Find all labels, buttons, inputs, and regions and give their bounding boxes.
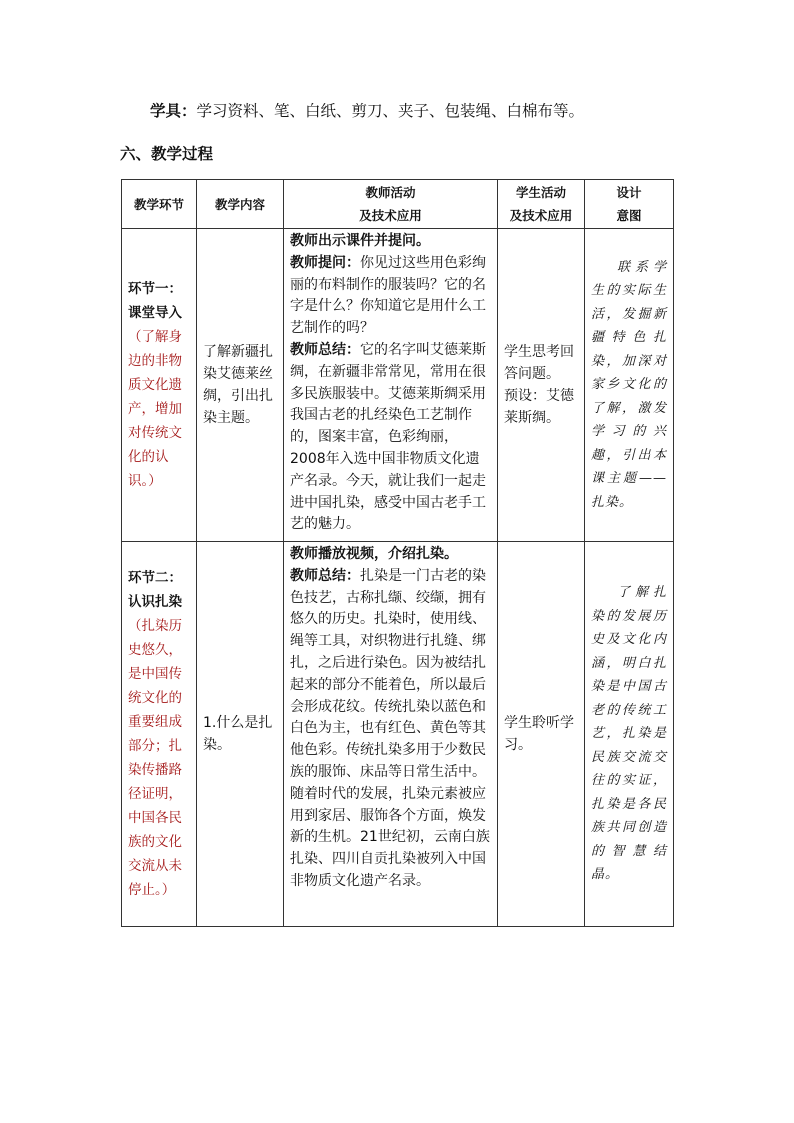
learning-tools-line: [150, 99, 584, 123]
teaching-process-table: [121, 179, 674, 927]
header-content: 教学内容: [197, 180, 284, 229]
content-cell: 1.什么是扎染。: [197, 542, 284, 927]
header-teacher-activity: 教师活动 及技术应用: [284, 180, 498, 229]
header-student-activity: 学生活动 及技术应用: [498, 180, 585, 229]
table-header-row: [122, 180, 674, 229]
student-activity-cell: [498, 229, 585, 542]
table-row: [122, 542, 674, 927]
stage-note: （扎染历史悠久，是中国传统文化的重要组成部分；扎染传播路径证明，中国各民族的文化交流从未停止。）: [128, 618, 182, 898]
learning-tools-label: 学具：: [150, 102, 197, 120]
stage-title-line: 认识扎染: [128, 594, 182, 610]
design-intent-cell: [585, 542, 674, 927]
stage-title-line: 环节一：: [128, 281, 182, 297]
content-cell: 了解新疆扎染艾德莱丝绸，引出扎染主题。: [197, 229, 284, 542]
teacher-paragraph: 教师总结：它的名字叫艾德莱斯绸，在新疆非常常见，常用在很多民族服装中。艾德莱斯绸采用我国古老的扎经染色工艺制作的，图案丰富，色彩绚丽，2008年入选中国非物质文化遗产名录。今天，就让我们一起走进中国扎染，感受中国古老手工艺的魅力。: [290, 341, 486, 533]
teacher-activity-cell: [284, 542, 498, 927]
stage-note: （了解身边的非物质文化遗产，增加对传统文化的认识。）: [128, 329, 182, 489]
learning-tools-text: 学习资料、笔、白纸、剪刀、夹子、包装绳、白棉布等。: [196, 102, 585, 120]
teacher-paragraph: 教师总结：扎染是一门古老的染色技艺，古称扎缬、绞缬，拥有悠久的历史。扎染时，使用线、绳等工具，对织物进行扎缝、绑扎，之后进行染色。因为被结扎起来的部分不能着色，所以最后会形成花纹。传统扎染以蓝色和白色为主，也有红色、黄色等其他色彩。传统扎染多用于少数民族的服饰、床品等日常生活中。随着时代的发展，扎染元素被应用到家居、服饰各个方面，焕发新的生机。21世纪初，云南白族扎染、四川自贡扎染被列入中国非物质文化遗产名录。: [290, 567, 490, 889]
student-line: 学生思考回答问题。: [504, 344, 574, 382]
teacher-paragraph: 教师播放视频，介绍扎染。: [290, 546, 458, 562]
section-heading: 六、教学过程: [120, 145, 214, 163]
stage-title-line: 课堂导入: [128, 305, 182, 321]
stage-cell: [122, 229, 197, 542]
table-row: [122, 229, 674, 542]
design-intent-cell: [585, 229, 674, 542]
design-intent-text: 联系学生的实际生活，发掘新疆特色扎染，加深对家乡文化的了解，激发学习的兴趣，引出本课主题——扎染。: [591, 259, 667, 510]
teacher-paragraph: 教师提问：你见过这些用色彩绚丽的布料制作的服装吗？它的名字是什么？你知道它是用什么工艺制作的吗？: [290, 254, 486, 337]
header-stage: 教学环节: [122, 180, 197, 229]
student-line: 预设：艾德莱斯绸。: [504, 388, 574, 426]
student-activity-cell: [498, 542, 585, 927]
student-line: 学生聆听学习。: [504, 715, 574, 753]
stage-cell: [122, 542, 197, 927]
design-intent-text: 了解扎染的发展历史及文化内涵，明白扎染是中国古老的传统工艺，扎染是民族交流交往的实证，扎染是各民族共同创造的智慧结晶。: [591, 585, 667, 883]
header-design-intent: 设计 意图: [585, 180, 674, 229]
teacher-paragraph: 教师出示课件并提问。: [290, 233, 430, 249]
stage-title-line: 环节二：: [128, 570, 182, 586]
teacher-activity-cell: [284, 229, 498, 542]
